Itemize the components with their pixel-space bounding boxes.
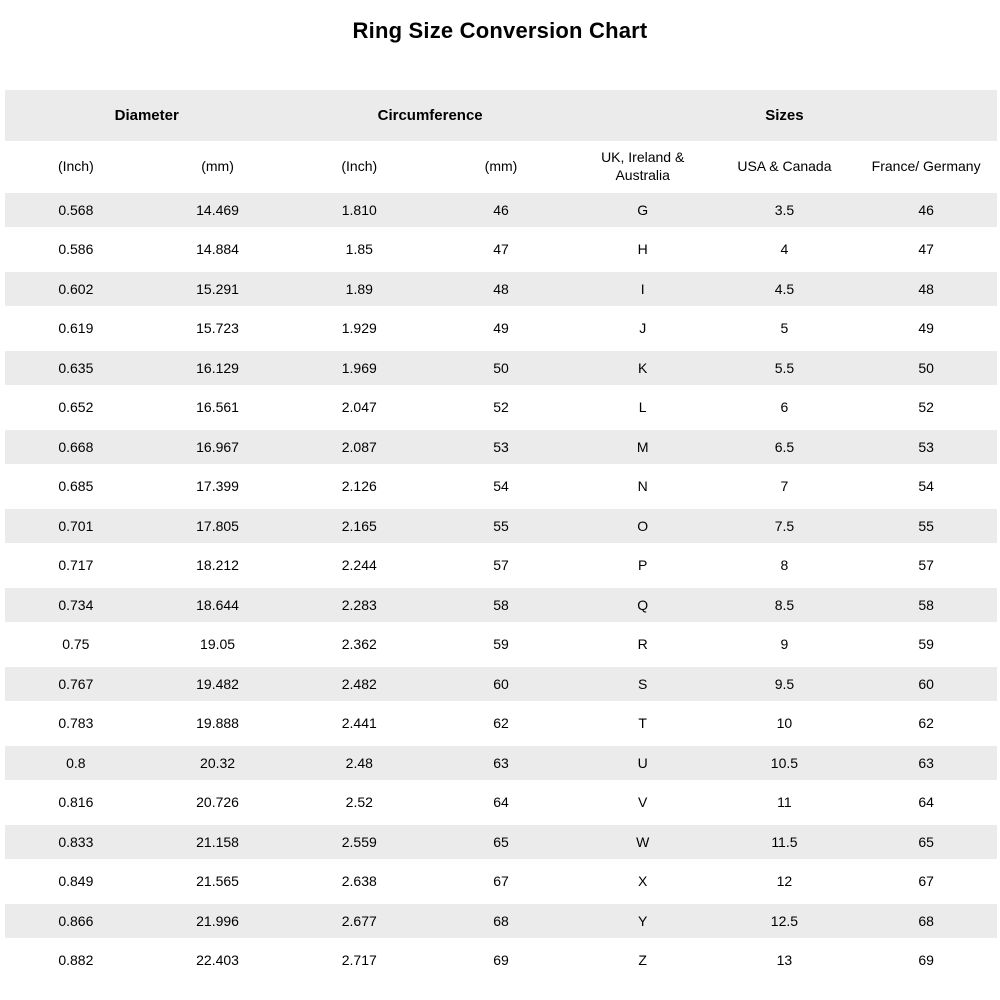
table-cell: 2.165 — [341, 517, 377, 534]
table-cell: 21.158 — [196, 833, 239, 850]
table-cell: 6.5 — [774, 438, 795, 455]
table-cell: 0.849 — [58, 873, 94, 890]
table-cell: 49 — [918, 320, 934, 337]
table-cell: 5.5 — [774, 359, 795, 376]
table-cell: 2.482 — [341, 675, 377, 692]
table-row — [5, 743, 997, 783]
table-cell: 21.996 — [196, 912, 239, 929]
table-row — [5, 941, 997, 981]
table-cell: 54 — [493, 478, 509, 495]
table-cell: 16.561 — [196, 399, 239, 416]
table-cell: N — [637, 478, 648, 495]
table-cell: 2.638 — [341, 873, 377, 890]
table-cell: 0.717 — [58, 557, 94, 574]
table-cell: 58 — [493, 596, 509, 613]
table-cell: 0.833 — [58, 833, 94, 850]
column-header-5: USA & Canada — [737, 157, 832, 174]
table-cell: Q — [637, 596, 649, 613]
table-cell: 14.469 — [196, 201, 239, 218]
table-row — [5, 467, 997, 507]
table-cell: 2.677 — [341, 912, 377, 929]
column-header-3: (mm) — [484, 157, 518, 174]
table-cell: 7 — [780, 478, 789, 495]
table-cell: 68 — [493, 912, 509, 929]
table-cell: 20.726 — [196, 794, 239, 811]
table-cell: 4.5 — [774, 280, 795, 297]
table-cell: 16.967 — [196, 438, 239, 455]
table-cell: 53 — [493, 438, 509, 455]
table-row — [5, 901, 997, 941]
table-cell: 2.047 — [341, 399, 377, 416]
table-cell: 17.805 — [196, 517, 239, 534]
table-cell: K — [638, 359, 648, 376]
table-cell: 19.888 — [196, 715, 239, 732]
table-cell: 10.5 — [770, 754, 799, 771]
table-cell: 0.701 — [58, 517, 94, 534]
table-cell: X — [638, 873, 648, 890]
table-cell: 50 — [918, 359, 934, 376]
table-cell: L — [638, 399, 647, 416]
table-cell: O — [637, 517, 649, 534]
table-cell: 57 — [918, 557, 934, 574]
table-cell: 1.929 — [341, 320, 377, 337]
table-cell: M — [636, 438, 649, 455]
table-body — [5, 190, 997, 980]
table-row — [5, 269, 997, 309]
table-cell: S — [638, 675, 648, 692]
table-cell: 11 — [777, 794, 792, 811]
table-cell: Z — [638, 952, 647, 969]
table-cell: 0.568 — [58, 201, 94, 218]
table-row — [5, 704, 997, 744]
table-cell: 60 — [918, 675, 934, 692]
table-cell: 17.399 — [196, 478, 239, 495]
table-cell: 60 — [493, 675, 509, 692]
table-cell: 2.52 — [345, 794, 373, 811]
group-header-row — [5, 90, 997, 141]
table-row — [5, 506, 997, 546]
table-cell: 63 — [493, 754, 509, 771]
table-cell: 0.619 — [58, 320, 94, 337]
table-cell: 58 — [918, 596, 934, 613]
column-header-row — [5, 141, 997, 190]
table-cell: P — [638, 557, 648, 574]
table-row — [5, 822, 997, 862]
column-header-4: UK, Ireland & Australia — [601, 148, 685, 183]
table-cell: 2.087 — [341, 438, 377, 455]
table-cell: 11.5 — [771, 833, 798, 850]
table-cell: 59 — [918, 636, 934, 653]
table-row — [5, 427, 997, 467]
table-cell: T — [638, 715, 647, 732]
table-cell: 52 — [493, 399, 509, 416]
table-cell: 10 — [776, 715, 793, 732]
ring-size-conversion-table — [5, 90, 997, 980]
table-cell: 2.283 — [341, 596, 377, 613]
table-cell: 2.559 — [341, 833, 377, 850]
table-cell: I — [640, 280, 645, 297]
table-cell: U — [637, 754, 648, 771]
table-cell: 52 — [918, 399, 934, 416]
table-cell: 2.48 — [345, 754, 373, 771]
table-cell: 46 — [493, 201, 509, 218]
table-cell: 47 — [493, 241, 509, 258]
table-cell: 64 — [493, 794, 509, 811]
table-cell: 1.85 — [345, 241, 373, 258]
table-cell: 19.482 — [196, 675, 239, 692]
column-header-2: (Inch) — [341, 157, 378, 174]
table-row — [5, 190, 997, 230]
table-cell: 1.89 — [345, 280, 373, 297]
table-row — [5, 625, 997, 665]
table-row — [5, 230, 997, 270]
table-cell: 59 — [493, 636, 509, 653]
table-cell: 2.441 — [341, 715, 377, 732]
table-cell: 0.668 — [58, 438, 94, 455]
table-cell: 0.586 — [58, 241, 94, 258]
table-cell: R — [637, 636, 648, 653]
table-cell: 14.884 — [196, 241, 239, 258]
table-cell: V — [638, 794, 648, 811]
table-cell: 19.05 — [200, 636, 236, 653]
table-cell: 9 — [780, 636, 789, 653]
column-group-diameter: Diameter — [114, 107, 179, 124]
table-cell: 49 — [493, 320, 509, 337]
table-cell: 1.969 — [341, 359, 377, 376]
table-cell: 8 — [780, 557, 789, 574]
table-cell: 55 — [493, 517, 509, 534]
table-cell: 46 — [918, 201, 934, 218]
column-header-6: France/ Germany — [871, 157, 981, 174]
table-cell: 2.717 — [341, 952, 377, 969]
table-cell: J — [639, 320, 647, 337]
table-cell: H — [637, 241, 648, 258]
table-cell: 67 — [918, 873, 934, 890]
table-cell: 2.244 — [341, 557, 377, 574]
table-cell: Y — [638, 912, 648, 929]
table-cell: 12 — [776, 873, 793, 890]
table-cell: 12.5 — [770, 912, 799, 929]
table-cell: 0.783 — [58, 715, 94, 732]
column-header-1: (mm) — [201, 157, 234, 174]
table-cell: 18.644 — [196, 596, 239, 613]
table-cell: 0.75 — [62, 636, 90, 653]
table-cell: 6 — [780, 399, 789, 416]
table-cell: 0.734 — [58, 596, 94, 613]
table-cell: 8.5 — [774, 596, 795, 613]
table-row — [5, 664, 997, 704]
table-cell: 54 — [918, 478, 934, 495]
table-cell: 69 — [918, 952, 934, 969]
table-cell: W — [636, 833, 650, 850]
table-cell: 2.362 — [341, 636, 377, 653]
table-cell: 55 — [918, 517, 934, 534]
table-cell: 48 — [918, 280, 934, 297]
table-cell: 2.126 — [341, 478, 377, 495]
table-cell: 15.291 — [196, 280, 239, 297]
table-row — [5, 783, 997, 823]
table-row — [5, 546, 997, 586]
table-row — [5, 585, 997, 625]
table-cell: 47 — [918, 241, 934, 258]
table-cell: 65 — [493, 833, 509, 850]
table-cell: 22.403 — [196, 952, 239, 969]
table-cell: 4 — [780, 241, 789, 258]
table-cell: 0.635 — [58, 359, 94, 376]
table-cell: 0.866 — [58, 912, 94, 929]
table-cell: 67 — [493, 873, 509, 890]
table-cell: G — [637, 201, 649, 218]
table-cell: 65 — [918, 833, 934, 850]
table-cell: 16.129 — [196, 359, 239, 376]
table-cell: 62 — [918, 715, 934, 732]
table-cell: 0.652 — [58, 399, 94, 416]
table-cell: 62 — [493, 715, 509, 732]
table-cell: 64 — [918, 794, 934, 811]
table-cell: 0.602 — [58, 280, 94, 297]
table-cell: 5 — [780, 320, 789, 337]
table-cell: 18.212 — [196, 557, 239, 574]
table-cell: 50 — [493, 359, 509, 376]
table-cell: 21.565 — [196, 873, 239, 890]
table-cell: 9.5 — [774, 675, 795, 692]
column-header-0: (Inch) — [57, 157, 94, 174]
column-group-circumference: Circumference — [377, 107, 483, 124]
table-cell: 48 — [493, 280, 509, 297]
table-cell: 69 — [493, 952, 509, 969]
table-cell: 0.816 — [58, 794, 94, 811]
table-row — [5, 862, 997, 902]
table-cell: 20.32 — [200, 754, 236, 771]
table-cell: 13 — [776, 952, 793, 969]
table-cell: 68 — [918, 912, 934, 929]
table-cell: 15.723 — [196, 320, 239, 337]
table-cell: 57 — [493, 557, 509, 574]
table-cell: 1.810 — [341, 201, 377, 218]
table-cell: 0.882 — [58, 952, 94, 969]
table-cell: 7.5 — [774, 517, 795, 534]
table-cell: 53 — [918, 438, 934, 455]
column-group-sizes: Sizes — [765, 107, 804, 124]
table-cell: 0.8 — [66, 754, 86, 771]
table-cell: 0.685 — [58, 478, 94, 495]
table-row — [5, 388, 997, 428]
page-title: Ring Size Conversion Chart — [352, 18, 648, 43]
table-row — [5, 309, 997, 349]
table-cell: 0.767 — [58, 675, 94, 692]
table-cell: 63 — [918, 754, 934, 771]
table-cell: 3.5 — [774, 201, 795, 218]
table-row — [5, 348, 997, 388]
